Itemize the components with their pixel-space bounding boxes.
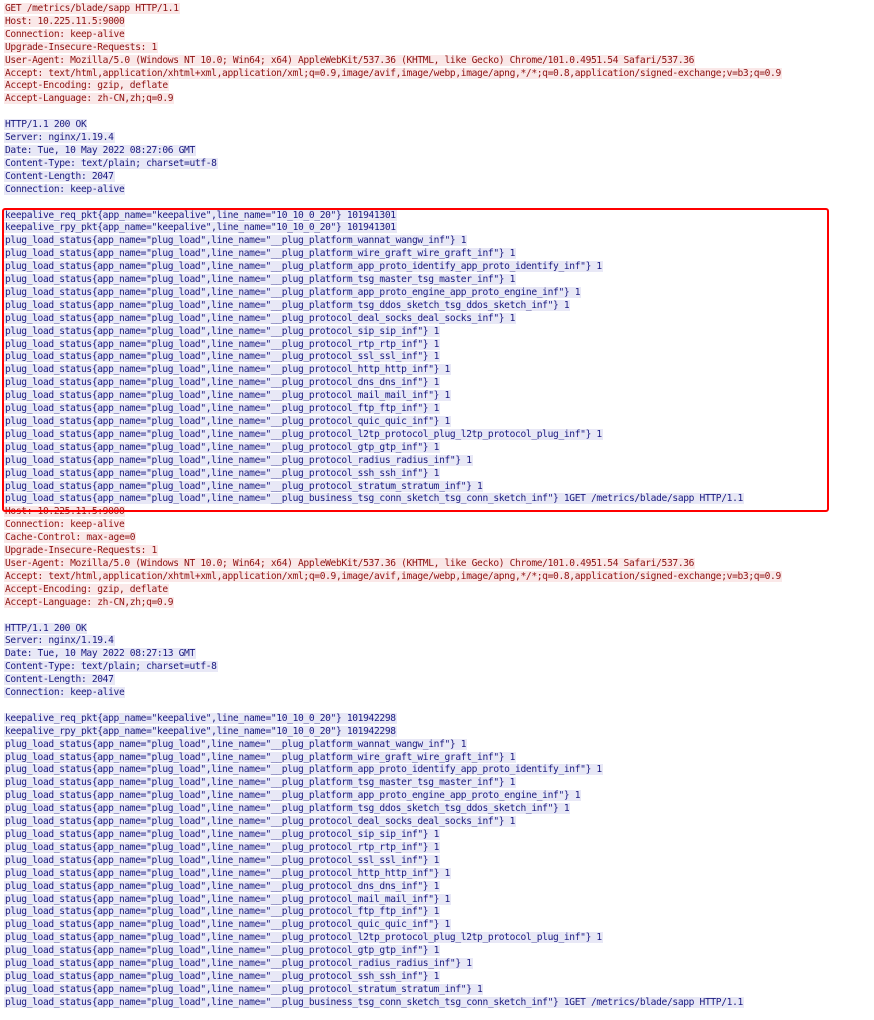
stream-line-text: plug_load_status{app_name="plug_load",line_name="__plug_protocol_radius_radius_inf"} 1	[5, 958, 472, 970]
stream-line-text: plug_load_status{app_name="plug_load",line_name="__plug_platform_wire_graft_wire_graft_inf"} 1	[5, 248, 516, 260]
server-response-line[interactable]	[4, 364, 874, 377]
stream-line-text	[4, 610, 6, 621]
client-request-line[interactable]	[4, 545, 874, 558]
stream-line-text: plug_load_status{app_name="plug_load",line_name="__plug_platform_tsg_master_tsg_master_inf"} 1	[5, 274, 516, 286]
stream-line-text: plug_load_status{app_name="plug_load",line_name="__plug_protocol_dns_dns_inf"} 1	[5, 377, 440, 389]
stream-line-text: plug_load_status{app_name="plug_load",line_name="__plug_protocol_rtp_rtp_inf"} 1	[5, 841, 440, 853]
server-response-line[interactable]	[4, 906, 874, 919]
stream-line-text: Date: Tue, 10 May 2022 08:27:13 GMT	[5, 648, 195, 660]
server-response-line[interactable]	[4, 687, 874, 700]
server-response-line[interactable]	[4, 803, 874, 816]
server-response-line[interactable]	[4, 493, 874, 506]
stream-line-text: keepalive_rpy_pkt{app_name="keepalive",line_name="10_10_0_20"} 101941301	[5, 222, 396, 234]
client-request-line[interactable]	[4, 42, 874, 55]
stream-line-text: HTTP/1.1 200 OK	[5, 622, 87, 634]
server-response-line[interactable]	[4, 339, 874, 352]
server-response-line[interactable]	[4, 455, 874, 468]
stream-line-text: plug_load_status{app_name="plug_load",line_name="__plug_protocol_sip_sip_inf"} 1	[5, 829, 440, 840]
stream-line-text: plug_load_status{app_name="plug_load",line_name="__plug_protocol_l2tp_protocol_plug_l2tp_protocol_plug_inf"} 1	[5, 932, 602, 944]
stream-line-text: Connection: keep-alive	[5, 183, 125, 195]
server-response-line[interactable]	[4, 145, 874, 158]
server-response-line[interactable]	[4, 997, 874, 1010]
blank-line[interactable]	[4, 197, 874, 210]
client-request-line[interactable]	[4, 558, 874, 571]
server-response-line[interactable]	[4, 377, 874, 390]
stream-line-text: keepalive_req_pkt{app_name="keepalive",line_name="10_10_0_20"} 101941301	[5, 209, 396, 221]
server-response-line[interactable]	[4, 119, 874, 132]
server-response-line[interactable]	[4, 868, 874, 881]
server-response-line[interactable]	[4, 764, 874, 777]
client-request-line[interactable]	[4, 532, 874, 545]
server-response-line[interactable]	[4, 958, 874, 971]
server-response-line[interactable]	[4, 351, 874, 364]
stream-line-text: plug_load_status{app_name="plug_load",line_name="__plug_protocol_l2tp_protocol_plug_l2tp_protocol_plug_inf"} 1	[5, 428, 602, 440]
stream-line-text: Content-Length: 2047	[5, 170, 114, 182]
stream-line-text: plug_load_status{app_name="plug_load",line_name="__plug_protocol_ftp_ftp_inf"} 1	[5, 403, 440, 415]
stream-line-text: Content-Length: 2047	[5, 674, 114, 686]
stream-line-text: Accept-Encoding: gzip, deflate	[5, 80, 168, 92]
server-response-line[interactable]	[4, 945, 874, 958]
stream-line-text: plug_load_status{app_name="plug_load",line_name="__plug_protocol_stratum_stratum_inf"} 1	[5, 480, 483, 492]
stream-line-text: plug_load_status{app_name="plug_load",line_name="__plug_protocol_ftp_ftp_inf"} 1	[5, 906, 440, 918]
stream-line-text: plug_load_status{app_name="plug_load",line_name="__plug_business_tsg_conn_sketch_tsg_conn_sketch_inf"} 1GET /metrics/blade/sapp HTTP/1.1	[5, 493, 743, 505]
server-response-line[interactable]	[4, 235, 874, 248]
server-response-line[interactable]	[4, 184, 874, 197]
server-response-line[interactable]	[4, 919, 874, 932]
stream-line-text: Upgrade-Insecure-Requests: 1	[5, 41, 157, 53]
client-request-line[interactable]	[4, 584, 874, 597]
stream-line-text: Content-Type: text/plain; charset=utf-8	[5, 157, 217, 169]
stream-line-text: Accept-Language: zh-CN,zh;q=0.9	[5, 93, 174, 105]
server-response-line[interactable]	[4, 777, 874, 790]
client-request-line[interactable]	[4, 506, 874, 519]
stream-line-text: plug_load_status{app_name="plug_load",line_name="__plug_platform_app_proto_engine_app_proto_engine_inf"} 1	[5, 790, 581, 802]
client-request-line[interactable]	[4, 29, 874, 42]
stream-line-text: plug_load_status{app_name="plug_load",line_name="__plug_protocol_radius_radius_inf"} 1	[5, 454, 472, 466]
server-response-line[interactable]	[4, 713, 874, 726]
stream-line-text: plug_load_status{app_name="plug_load",line_name="__plug_protocol_deal_socks_deal_socks_inf"} 1	[5, 312, 516, 324]
stream-line-text	[4, 106, 6, 117]
server-response-line[interactable]	[4, 261, 874, 274]
stream-line-text: GET /metrics/blade/sapp HTTP/1.1	[5, 3, 179, 14]
blank-line[interactable]	[4, 106, 874, 119]
server-response-line[interactable]	[4, 468, 874, 481]
server-response-line[interactable]	[4, 842, 874, 855]
stream-line-text: plug_load_status{app_name="plug_load",line_name="__plug_business_tsg_conn_sketch_tsg_conn_sketch_inf"} 1GET /metrics/blade/sapp HTTP/1.1	[5, 996, 743, 1008]
stream-line-text: Connection: keep-alive	[5, 28, 125, 40]
server-response-line[interactable]	[4, 403, 874, 416]
server-response-line[interactable]	[4, 429, 874, 442]
server-response-line[interactable]	[4, 984, 874, 997]
stream-line-text: Accept: text/html,application/xhtml+xml,application/xml;q=0.9,image/avif,image/webp,image/apng,*/*;q=0.8,application/signed-exchange;v=b3;q=0.9	[5, 570, 781, 582]
stream-line-text: Connection: keep-alive	[5, 687, 125, 699]
stream-line-text: Host: 10.225.11.5:9000	[5, 506, 125, 518]
client-request-line[interactable]	[4, 16, 874, 29]
server-response-line[interactable]	[4, 416, 874, 429]
server-response-line[interactable]	[4, 442, 874, 455]
stream-line-text: User-Agent: Mozilla/5.0 (Windows NT 10.0; Win64; x64) AppleWebKit/537.36 (KHTML, like Gecko) Chrome/101.0.4951.54 Safari/537.36	[5, 557, 695, 569]
stream-line-text	[4, 197, 6, 208]
server-response-line[interactable]	[4, 132, 874, 145]
stream-line-text: plug_load_status{app_name="plug_load",line_name="__plug_platform_tsg_master_tsg_master_inf"} 1	[5, 777, 516, 789]
server-response-line[interactable]	[4, 894, 874, 907]
stream-line-text: plug_load_status{app_name="plug_load",line_name="__plug_protocol_quic_quic_inf"} 1	[5, 919, 450, 931]
server-response-line[interactable]	[4, 300, 874, 313]
server-response-line[interactable]	[4, 674, 874, 687]
stream-line-text	[4, 700, 6, 711]
client-request-line[interactable]	[4, 80, 874, 93]
client-request-line[interactable]	[4, 3, 874, 16]
server-response-line[interactable]	[4, 726, 874, 739]
stream-line-text: plug_load_status{app_name="plug_load",line_name="__plug_platform_wannat_wangw_inf"} 1	[5, 738, 467, 750]
stream-line-text: Content-Type: text/plain; charset=utf-8	[5, 661, 217, 673]
stream-line-text: plug_load_status{app_name="plug_load",line_name="__plug_protocol_gtp_gtp_inf"} 1	[5, 945, 440, 957]
server-response-line[interactable]	[4, 171, 874, 184]
stream-line-text: plug_load_status{app_name="plug_load",line_name="__plug_protocol_mail_mail_inf"} 1	[5, 390, 450, 402]
stream-line-text: plug_load_status{app_name="plug_load",line_name="__plug_platform_app_proto_identify_app_proto_identify_inf"} 1	[5, 764, 602, 776]
server-response-line[interactable]	[4, 661, 874, 674]
stream-line-text: plug_load_status{app_name="plug_load",line_name="__plug_protocol_ssl_ssl_inf"} 1	[5, 854, 440, 866]
client-request-line[interactable]	[4, 519, 874, 532]
stream-line-text: Date: Tue, 10 May 2022 08:27:06 GMT	[5, 144, 195, 156]
blank-line[interactable]	[4, 700, 874, 713]
stream-line-text: Host: 10.225.11.5:9000	[5, 15, 125, 27]
stream-line-text: keepalive_req_pkt{app_name="keepalive",line_name="10_10_0_20"} 101942298	[5, 712, 396, 724]
stream-line-text: plug_load_status{app_name="plug_load",line_name="__plug_platform_tsg_ddos_sketch_tsg_ddos_sketch_inf"} 1	[5, 299, 570, 311]
client-request-line[interactable]	[4, 93, 874, 106]
stream-line-text: plug_load_status{app_name="plug_load",line_name="__plug_protocol_ssh_ssh_inf"} 1	[5, 970, 440, 982]
server-response-line[interactable]	[4, 932, 874, 945]
stream-line-text: Accept-Encoding: gzip, deflate	[5, 583, 168, 595]
stream-line-text: plug_load_status{app_name="plug_load",line_name="__plug_platform_app_proto_identify_app_proto_identify_inf"} 1	[5, 261, 602, 273]
server-response-line[interactable]	[4, 790, 874, 803]
server-response-line[interactable]	[4, 623, 874, 636]
client-request-line[interactable]	[4, 68, 874, 81]
server-response-line[interactable]	[4, 648, 874, 661]
server-response-line[interactable]	[4, 881, 874, 894]
stream-line-text: User-Agent: Mozilla/5.0 (Windows NT 10.0; Win64; x64) AppleWebKit/537.36 (KHTML, like Gecko) Chrome/101.0.4951.54 Safari/537.36	[5, 54, 695, 66]
server-response-line[interactable]	[4, 222, 874, 235]
server-response-line[interactable]	[4, 210, 874, 223]
server-response-line[interactable]	[4, 158, 874, 171]
stream-line-text: plug_load_status{app_name="plug_load",line_name="__plug_platform_tsg_ddos_sketch_tsg_ddos_sketch_inf"} 1	[5, 803, 570, 815]
stream-line-text: plug_load_status{app_name="plug_load",line_name="__plug_protocol_mail_mail_inf"} 1	[5, 893, 450, 905]
server-response-line[interactable]	[4, 816, 874, 829]
stream-line-text: Cache-Control: max-age=0	[5, 532, 136, 544]
http-stream-text-view[interactable]	[4, 3, 874, 1010]
stream-line-text: keepalive_rpy_pkt{app_name="keepalive",line_name="10_10_0_20"} 101942298	[5, 725, 396, 737]
client-request-line[interactable]	[4, 571, 874, 584]
server-response-line[interactable]	[4, 248, 874, 261]
server-response-line[interactable]	[4, 274, 874, 287]
server-response-line[interactable]	[4, 752, 874, 765]
server-response-line[interactable]	[4, 326, 874, 339]
server-response-line[interactable]	[4, 739, 874, 752]
server-response-line[interactable]	[4, 481, 874, 494]
stream-line-text: Server: nginx/1.19.4	[5, 635, 114, 647]
stream-line-text: plug_load_status{app_name="plug_load",line_name="__plug_protocol_stratum_stratum_inf"} 1	[5, 983, 483, 995]
client-request-line[interactable]	[4, 55, 874, 68]
server-response-line[interactable]	[4, 313, 874, 326]
stream-line-text: Upgrade-Insecure-Requests: 1	[5, 545, 157, 557]
stream-line-text: plug_load_status{app_name="plug_load",line_name="__plug_protocol_gtp_gtp_inf"} 1	[5, 441, 440, 453]
server-response-line[interactable]	[4, 855, 874, 868]
client-request-line[interactable]	[4, 597, 874, 610]
stream-line-text: plug_load_status{app_name="plug_load",line_name="__plug_protocol_sip_sip_inf"} 1	[5, 325, 440, 337]
stream-line-text: plug_load_status{app_name="plug_load",line_name="__plug_platform_wannat_wangw_inf"} 1	[5, 235, 467, 247]
server-response-line[interactable]	[4, 829, 874, 842]
stream-line-text: plug_load_status{app_name="plug_load",line_name="__plug_protocol_ssl_ssl_inf"} 1	[5, 351, 440, 363]
blank-line[interactable]	[4, 610, 874, 623]
stream-line-text: plug_load_status{app_name="plug_load",line_name="__plug_protocol_http_http_inf"} 1	[5, 867, 450, 879]
stream-line-text: plug_load_status{app_name="plug_load",line_name="__plug_protocol_rtp_rtp_inf"} 1	[5, 338, 440, 350]
server-response-line[interactable]	[4, 390, 874, 403]
stream-line-text: plug_load_status{app_name="plug_load",line_name="__plug_protocol_dns_dns_inf"} 1	[5, 880, 440, 892]
stream-line-text: plug_load_status{app_name="plug_load",line_name="__plug_protocol_quic_quic_inf"} 1	[5, 416, 450, 427]
stream-line-text: Accept: text/html,application/xhtml+xml,application/xml;q=0.9,image/avif,image/webp,image/apng,*/*;q=0.8,application/signed-exchange;v=b3;q=0.9	[5, 67, 781, 79]
server-response-line[interactable]	[4, 971, 874, 984]
stream-line-text: plug_load_status{app_name="plug_load",line_name="__plug_protocol_deal_socks_deal_socks_inf"} 1	[5, 816, 516, 828]
stream-line-text: plug_load_status{app_name="plug_load",line_name="__plug_protocol_http_http_inf"} 1	[5, 364, 450, 376]
server-response-line[interactable]	[4, 635, 874, 648]
server-response-line[interactable]	[4, 287, 874, 300]
stream-line-text: Connection: keep-alive	[5, 519, 125, 531]
stream-line-text: HTTP/1.1 200 OK	[5, 119, 87, 131]
stream-line-text: plug_load_status{app_name="plug_load",line_name="__plug_protocol_ssh_ssh_inf"} 1	[5, 467, 440, 479]
stream-line-text: Accept-Language: zh-CN,zh;q=0.9	[5, 596, 174, 608]
stream-line-text: Server: nginx/1.19.4	[5, 132, 114, 144]
stream-line-text: plug_load_status{app_name="plug_load",line_name="__plug_platform_app_proto_engine_app_proto_engine_inf"} 1	[5, 286, 581, 298]
stream-line-text: plug_load_status{app_name="plug_load",line_name="__plug_platform_wire_graft_wire_graft_inf"} 1	[5, 751, 516, 763]
